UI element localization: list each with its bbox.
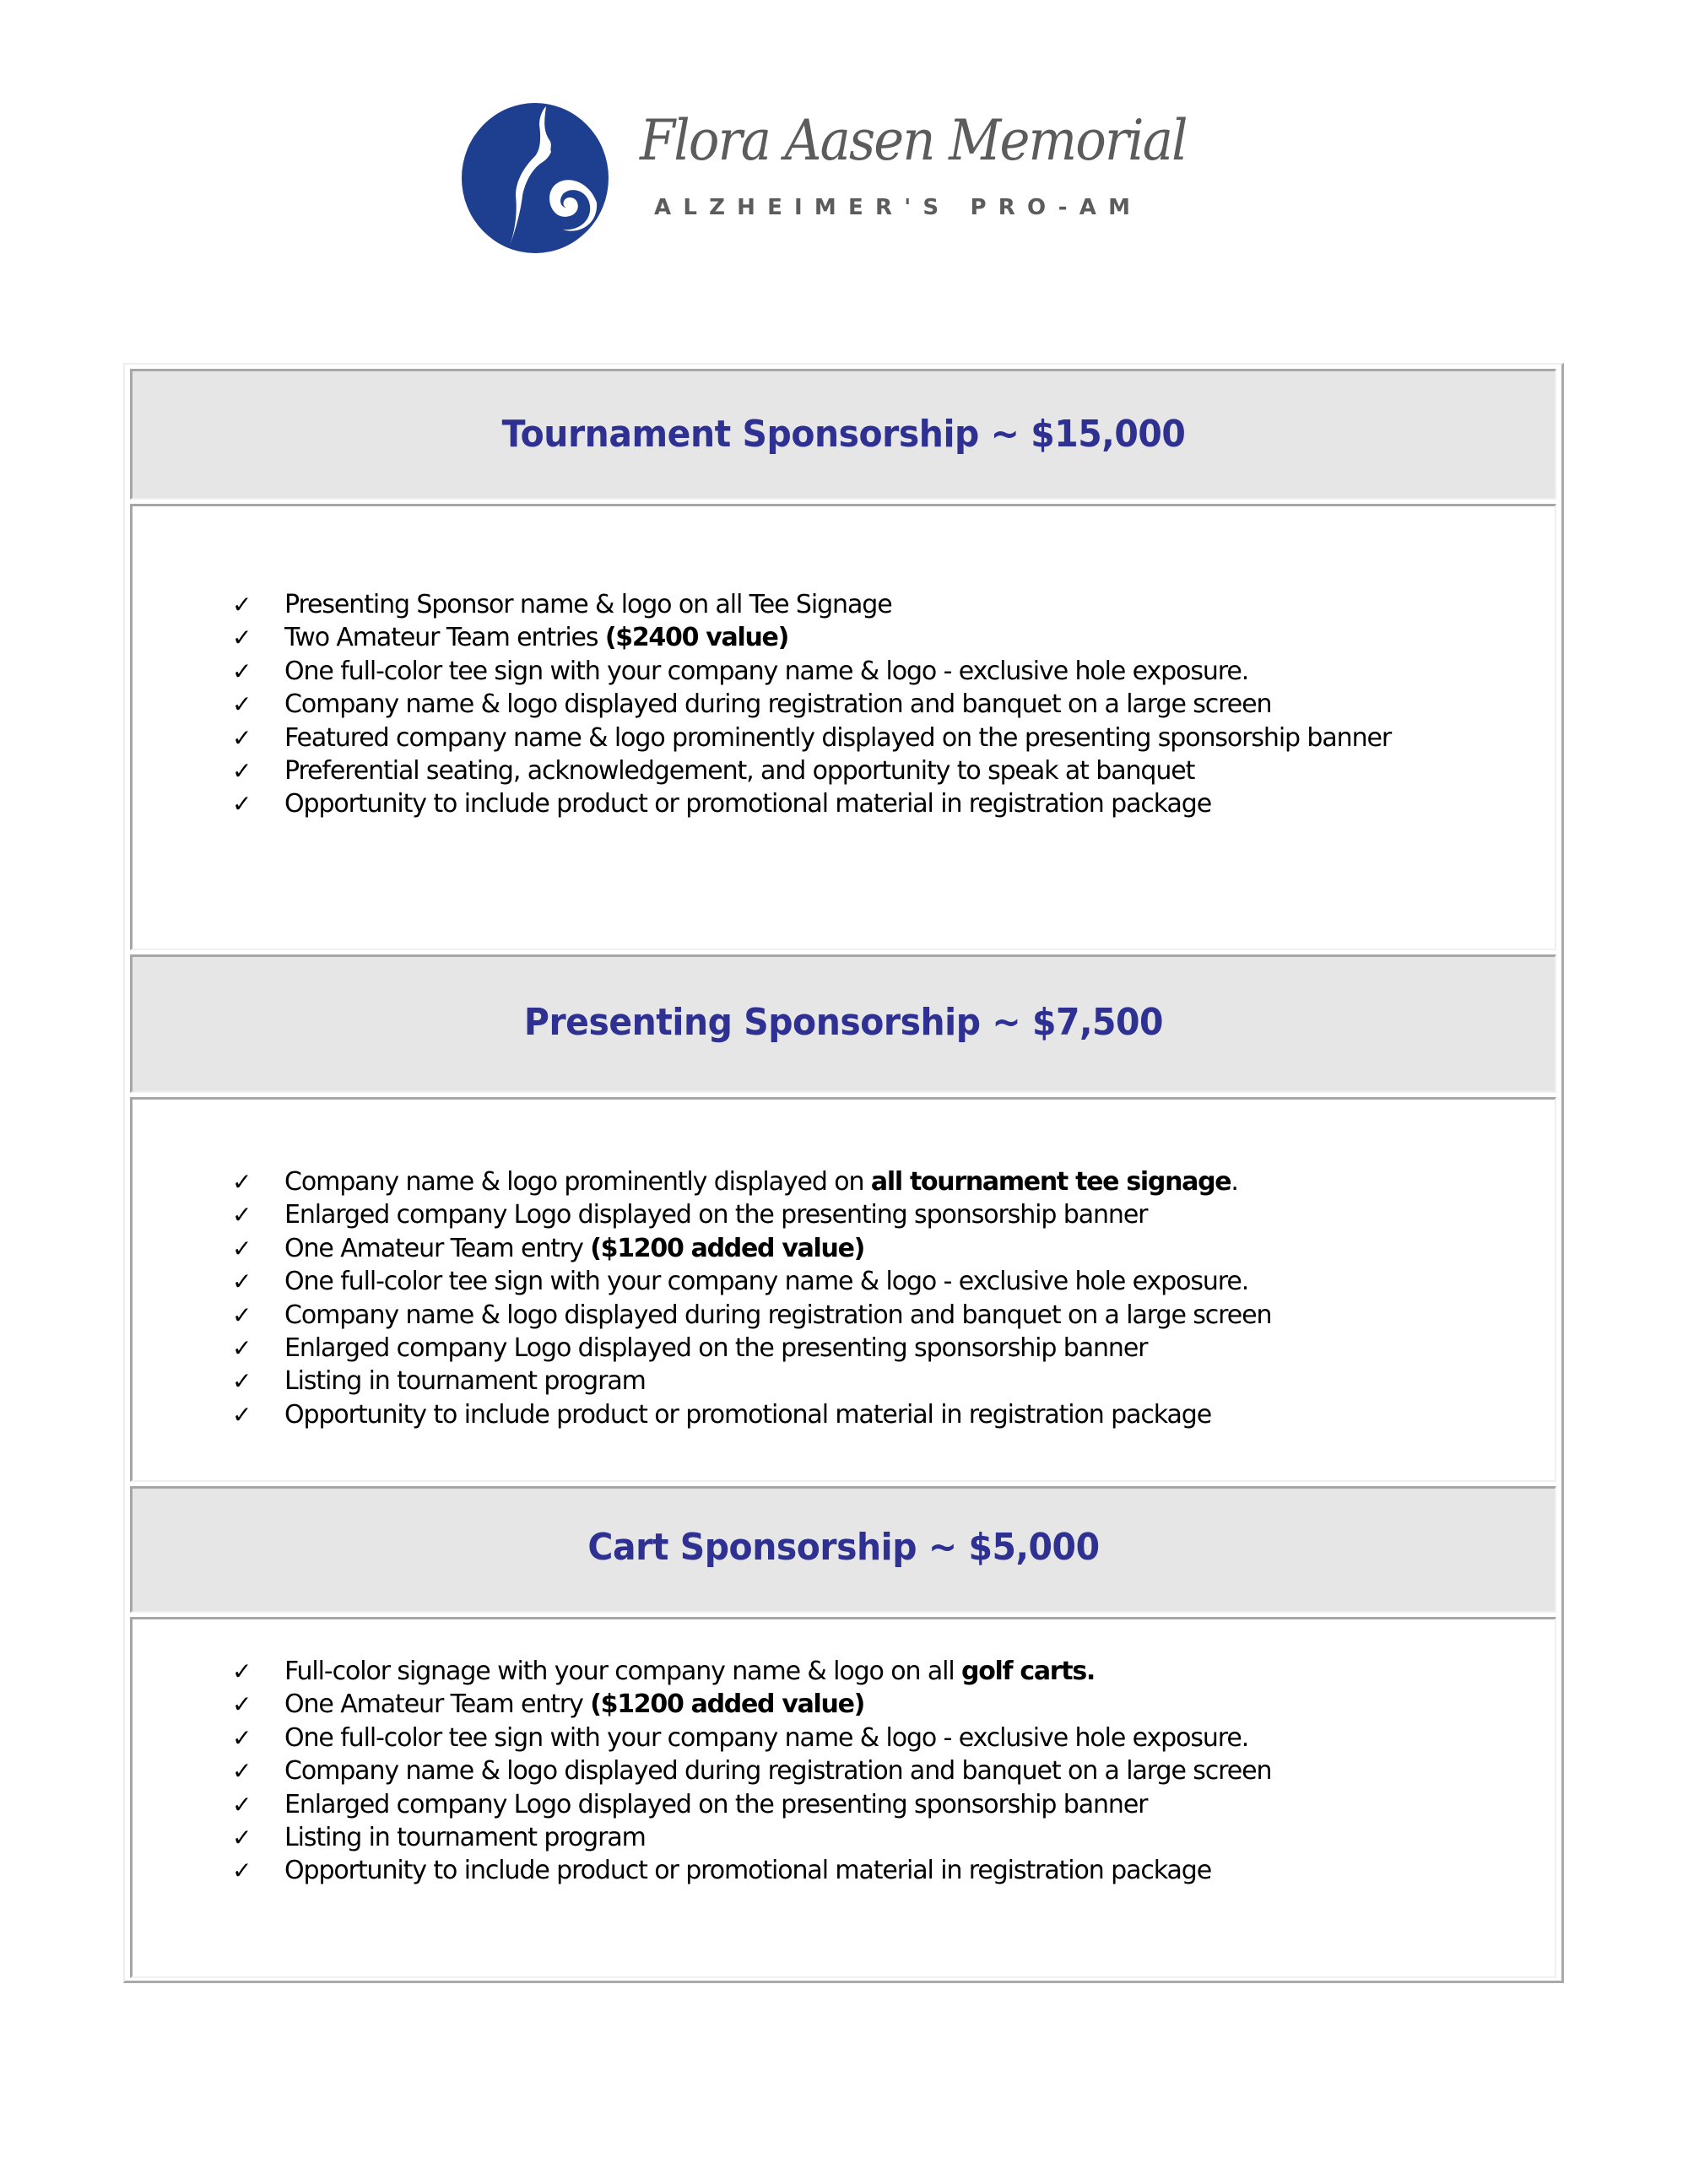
checkmark-icon: ✓: [232, 1300, 252, 1329]
checkmark-icon: ✓: [232, 1757, 252, 1786]
benefit-list: [133, 1655, 1555, 1888]
checkmark-icon: ✓: [232, 690, 252, 719]
checkmark-icon: ✓: [232, 1367, 252, 1396]
list-item: ✓ One full-color tee sign with your company name & logo - exclusive hole exposure.: [133, 1265, 1555, 1298]
checkmark-icon: ✓: [232, 1657, 252, 1685]
list-item: ✓ Opportunity to include product or promotional material in registration package: [133, 1398, 1555, 1431]
checkmark-icon: ✓: [232, 790, 252, 819]
sponsorship-table: [123, 363, 1564, 1983]
list-item: ✓ Opportunity to include product or promotional material in registration package: [133, 1854, 1555, 1887]
list-item: ✓ One full-color tee sign with your company name & logo - exclusive hole exposure.: [133, 655, 1555, 688]
list-item: ✓ Full-color signage with your company name & logo on all golf carts.: [133, 1655, 1555, 1688]
section-title: Cart Sponsorship ~ $5,000: [587, 1526, 1100, 1569]
checkmark-icon: ✓: [232, 1268, 252, 1296]
list-item: ✓ Company name & logo displayed during registration and banquet on a large screen: [133, 1754, 1555, 1787]
list-item: ✓ Listing in tournament program: [133, 1365, 1555, 1397]
checkmark-icon: ✓: [232, 723, 252, 752]
checkmark-icon: ✓: [232, 1333, 252, 1362]
list-item: ✓ Presenting Sponsor name & logo on all Tee Signage: [133, 588, 1555, 621]
list-item: ✓ Company name & logo displayed during registration and banquet on a large screen: [133, 688, 1555, 721]
logo-emblem-icon: [462, 103, 609, 253]
section-header-cart: [130, 1486, 1556, 1613]
section-header-tournament: [130, 369, 1556, 500]
list-item: ✓ Opportunity to include product or promotional material in registration package: [133, 787, 1555, 820]
section-body-tournament: [130, 504, 1556, 950]
list-item: ✓ One Amateur Team entry ($1200 added value): [133, 1688, 1555, 1721]
section-title: Presenting Sponsorship ~ $7,500: [523, 1001, 1164, 1044]
checkmark-icon: ✓: [232, 1857, 252, 1885]
list-item: ✓ Two Amateur Team entries ($2400 value): [133, 621, 1555, 654]
list-item: ✓ Featured company name & logo prominently displayed on the presenting sponsorship banner: [133, 722, 1555, 754]
benefit-list: [133, 1165, 1555, 1431]
benefit-list: [133, 588, 1555, 821]
list-item: ✓ Company name & logo prominently displayed on all tournament tee signage.: [133, 1165, 1555, 1198]
section-header-presenting: [130, 954, 1556, 1093]
list-item: ✓ Company name & logo displayed during registration and banquet on a large screen: [133, 1299, 1555, 1332]
checkmark-icon: ✓: [232, 624, 252, 652]
list-item: ✓ One Amateur Team entry ($1200 added value): [133, 1232, 1555, 1265]
list-item: ✓ Preferential seating, acknowledgement, and opportunity to speak at banquet: [133, 754, 1555, 787]
checkmark-icon: ✓: [232, 1690, 252, 1719]
section-body-presenting: [130, 1097, 1556, 1482]
checkmark-icon: ✓: [232, 1168, 252, 1196]
checkmark-icon: ✓: [232, 657, 252, 685]
list-item: ✓ Enlarged company Logo displayed on the presenting sponsorship banner: [133, 1788, 1555, 1821]
list-item: ✓ Enlarged company Logo displayed on the presenting sponsorship banner: [133, 1198, 1555, 1231]
section-title: Tournament Sponsorship ~ $15,000: [501, 413, 1186, 456]
checkmark-icon: ✓: [232, 756, 252, 785]
logo-title: Flora Aasen Memorial: [640, 108, 1187, 173]
checkmark-icon: ✓: [232, 1723, 252, 1752]
list-item: ✓ Listing in tournament program: [133, 1821, 1555, 1854]
list-item: ✓ One full-color tee sign with your company name & logo - exclusive hole exposure.: [133, 1722, 1555, 1754]
checkmark-icon: ✓: [232, 1823, 252, 1852]
checkmark-icon: ✓: [232, 591, 252, 619]
section-body-cart: [130, 1617, 1556, 1978]
logo-subtitle: ALZHEIMER'S PRO-AM: [654, 195, 1143, 220]
list-item: ✓ Enlarged company Logo displayed on the presenting sponsorship banner: [133, 1332, 1555, 1365]
checkmark-icon: ✓: [232, 1400, 252, 1429]
checkmark-icon: ✓: [232, 1201, 252, 1230]
checkmark-icon: ✓: [232, 1790, 252, 1819]
checkmark-icon: ✓: [232, 1234, 252, 1262]
